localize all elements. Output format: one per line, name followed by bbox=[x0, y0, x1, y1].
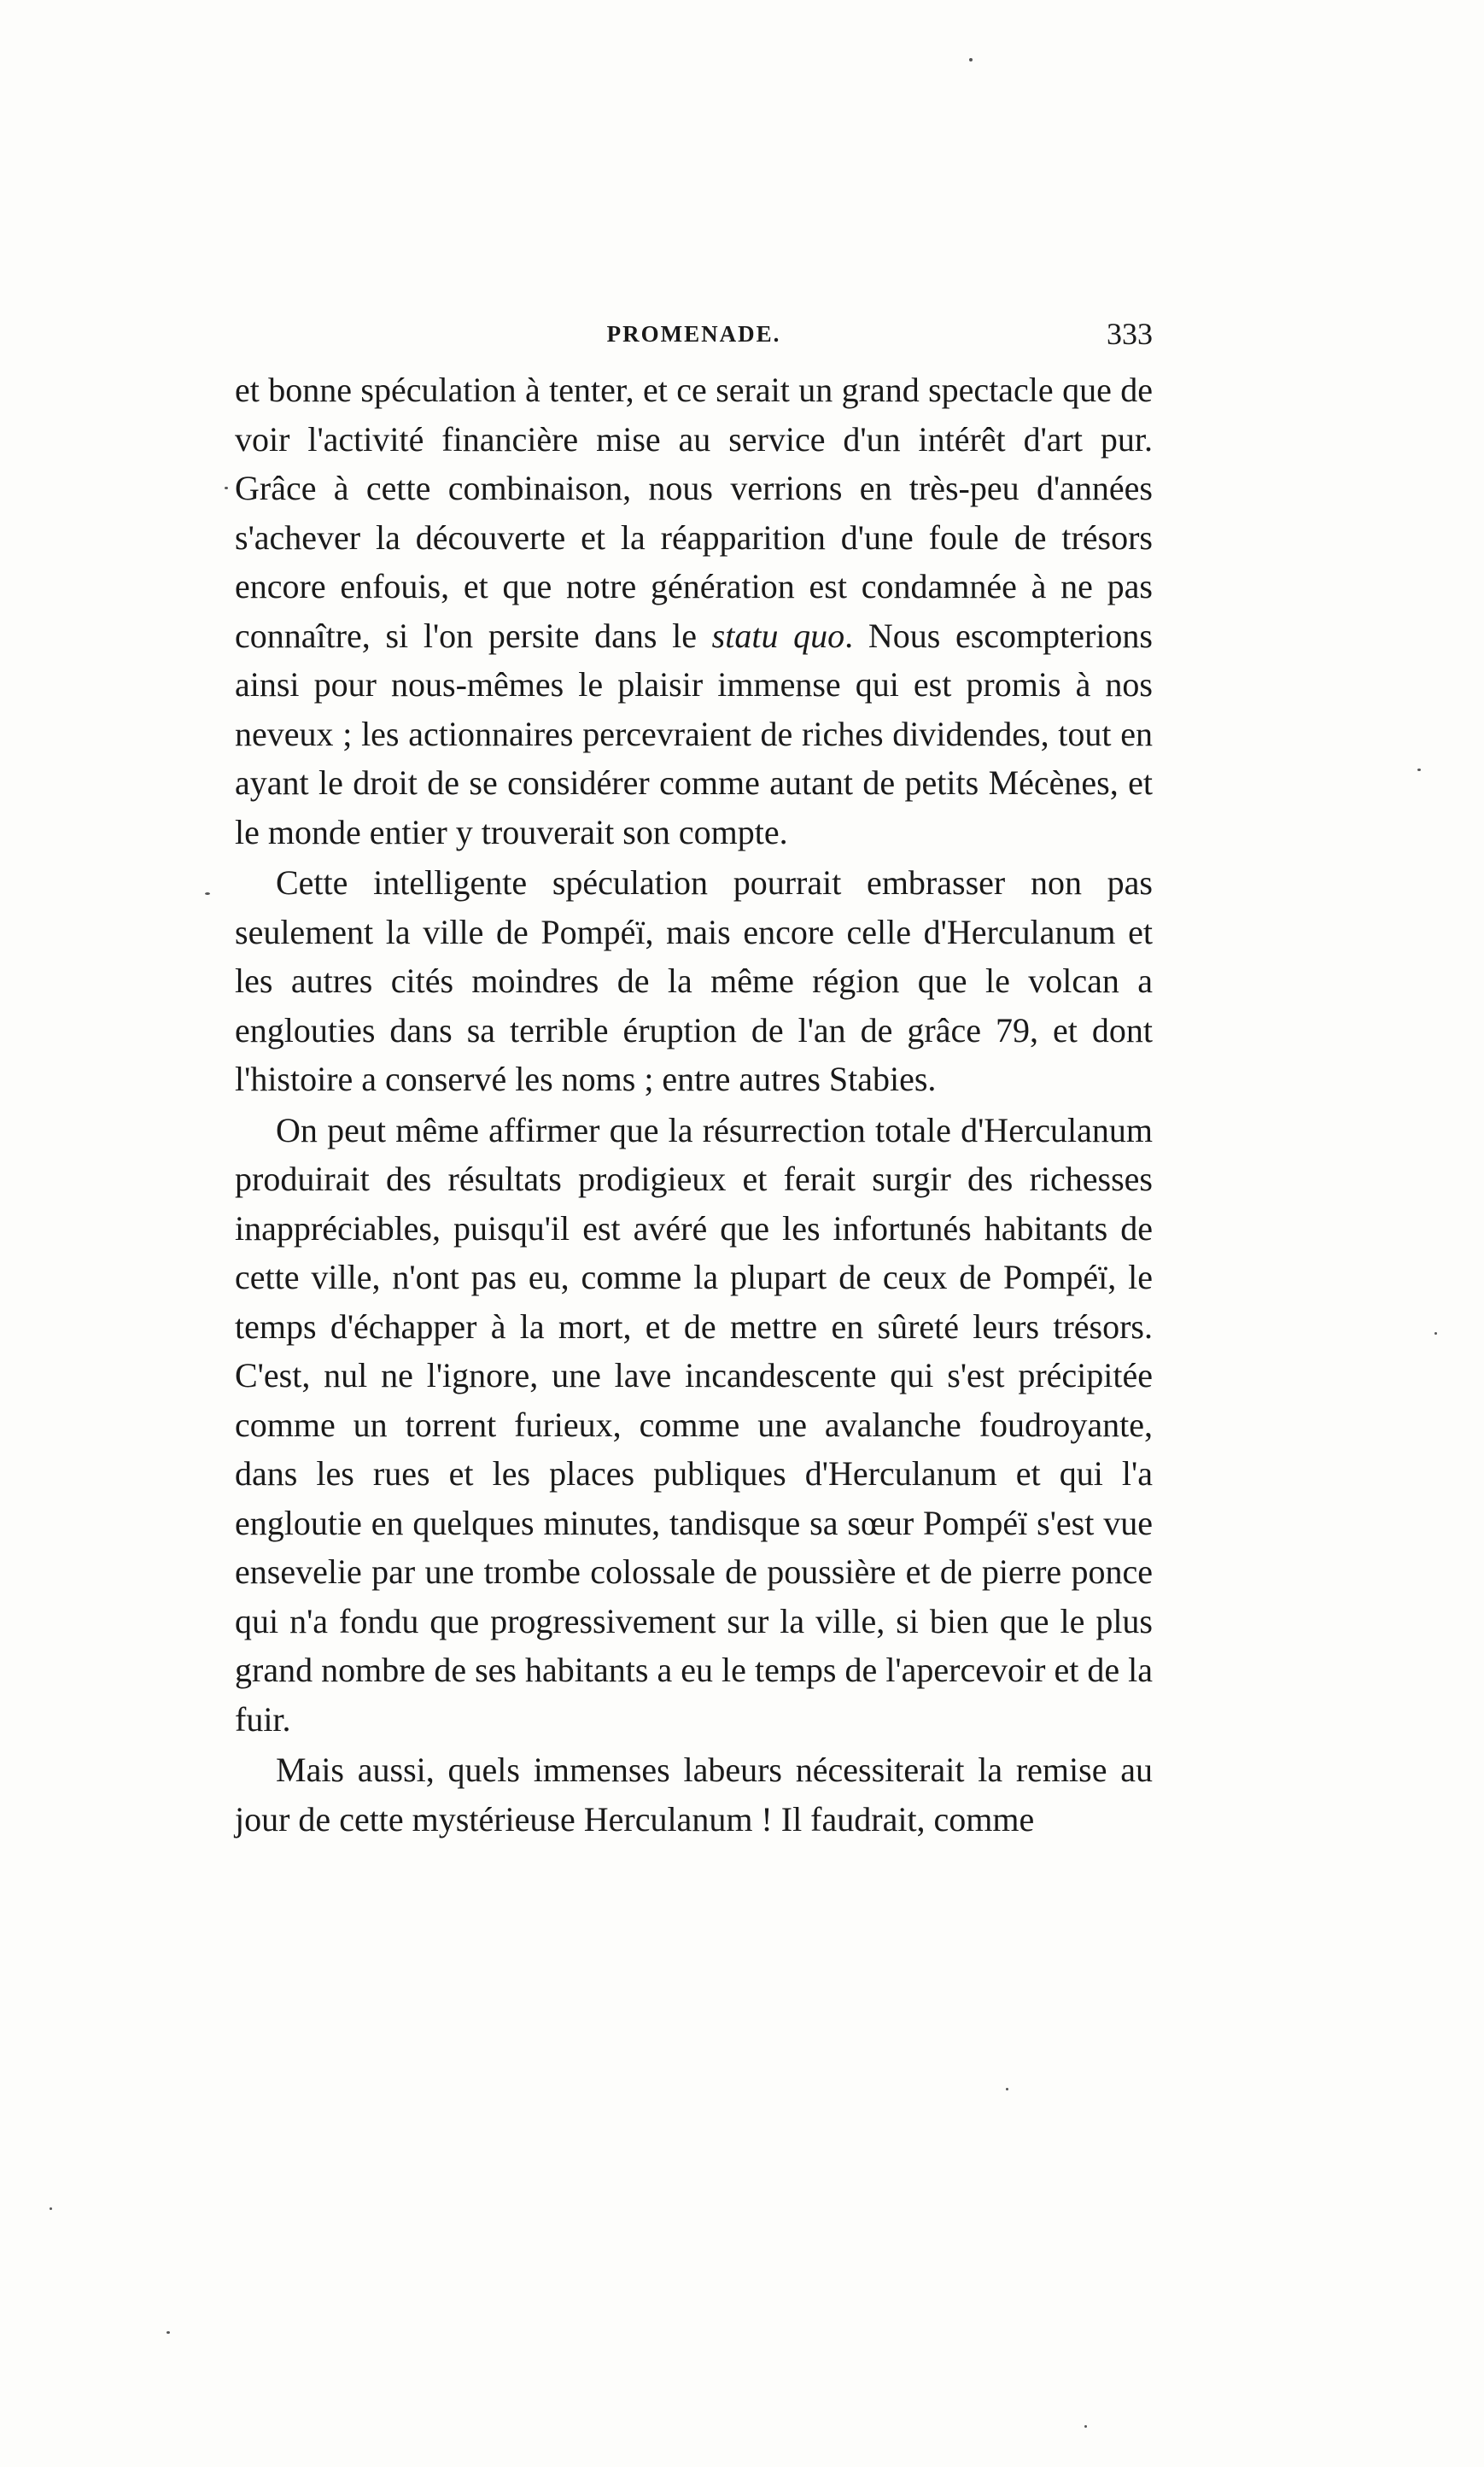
scan-speck bbox=[1417, 769, 1421, 771]
scan-speck bbox=[1084, 2425, 1087, 2428]
paragraph-1 bbox=[235, 365, 1153, 856]
paragraph-3: On peut même affirmer que la résurrection totale d'Herculanum produirait des résultats prodigieux et ferait surgir des richesses inappréciables, puisqu'il est avéré que les infortunés habitants de cette ville, n'ont pas eu, comme la plupart de ceux de Pompéï, le temps d'échapper à la mort, et de mettre en sûreté leurs trésors. C'est, nul ne l'ignore, une lave incandescente qui s'est précipitée comme un torrent furieux, comme une avalanche foudroyante, dans les rues et les places publiques d'Herculanum et qui l'a engloutie en quelques minutes, tandisque sa sœur Pompéï s'est vue ensevelie par une trombe colossale de poussière et de pierre ponce qui n'a fondu que progressivement sur la ville, si bien que le plus grand nombre de ses habitants a eu le temps de l'apercevoir et de la fuir. bbox=[235, 1110, 1153, 1739]
page-number: 333 bbox=[1107, 317, 1153, 351]
running-title: PROMENADE. bbox=[606, 321, 781, 347]
italic-phrase: statu quo bbox=[711, 616, 845, 655]
scan-speck bbox=[969, 58, 973, 61]
paragraph-4: Mais aussi, quels immenses labeurs nécessiterait la remise au jour de cette mystérieuse Herculanum ! Il faudrait, comme bbox=[235, 1751, 1153, 1839]
scan-speck bbox=[1434, 1332, 1437, 1335]
paragraph-1-text-b: . Nous escompterions ainsi pour nous-mêmes le plaisir immense qui est promis à nos neveux ; les actionnaires percevraient de riches dividendes, tout en ayant le droit de se considérer comme autant de petits Mécènes, et le monde entier y trouverait son compte. bbox=[235, 616, 1153, 851]
scan-speck bbox=[167, 2331, 170, 2334]
scan-speck bbox=[205, 892, 210, 895]
body-text bbox=[235, 365, 1153, 1844]
scan-speck bbox=[225, 487, 228, 489]
paragraph-1-text-a: et bonne spéculation à tenter, et ce serait un grand spectacle que de voir l'activité financière mise au service d'un intérêt d'art pur. Grâce à cette combinaison, nous verrions en très-peu d'années s'achever la découverte et la réapparition d'une foule de trésors encore enfouis, et que notre génération est condamnée à ne pas connaître, si l'on persite dans le bbox=[235, 371, 1153, 655]
scan-speck bbox=[1006, 2088, 1008, 2090]
running-head bbox=[235, 316, 1153, 359]
paragraph-2: Cette intelligente spéculation pourrait embrasser non pas seulement la ville de Pompéï, mais encore celle d'Herculanum et les autres cités moindres de la même région que le volcan a englouties dans sa terrible éruption de l'an de grâce 79, et dont l'histoire a conservé les noms ; entre autres Stabies. bbox=[235, 863, 1153, 1098]
scan-speck bbox=[50, 2207, 52, 2210]
